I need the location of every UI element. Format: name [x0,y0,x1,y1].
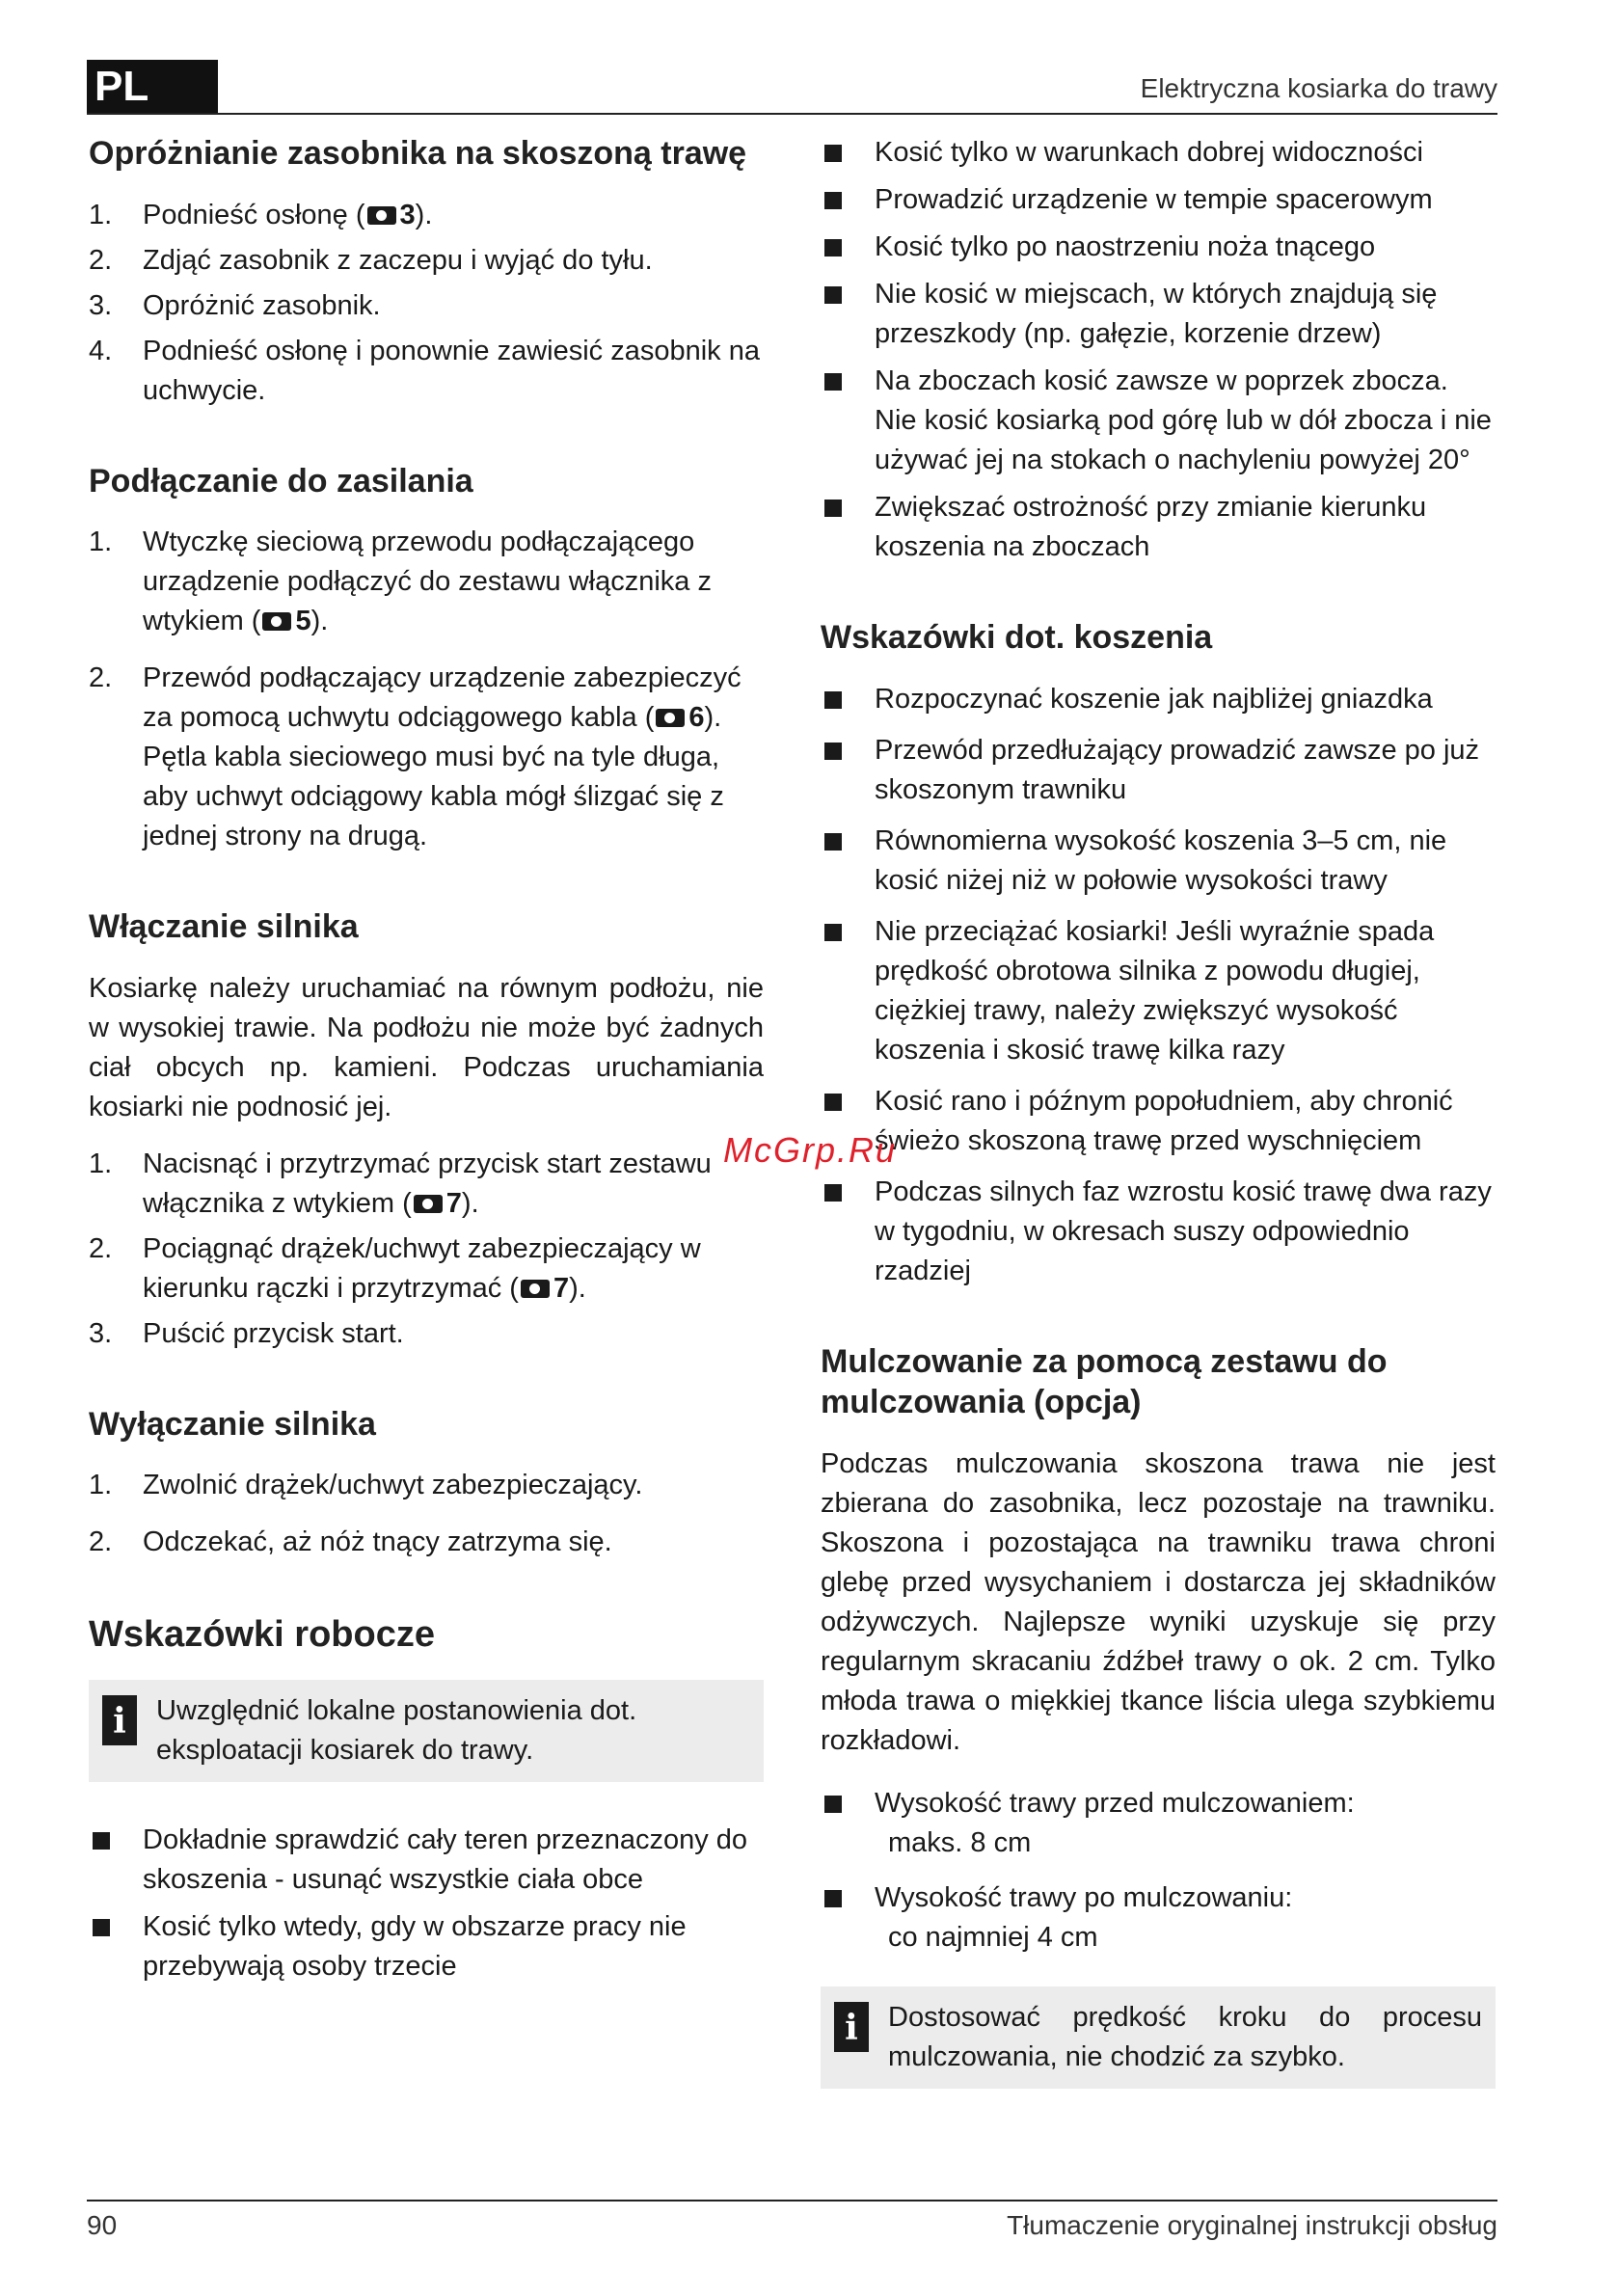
spec-value: maks. 8 cm [888,1826,1032,1858]
footer-title: Tłumaczenie oryginalnej instrukcji obsług [1007,2210,1497,2240]
spec-item [821,1784,1496,1863]
info-icon: i [834,2002,869,2052]
figure-ref: 3 [399,199,416,230]
mulching-specs [821,1784,1496,1958]
step-number: 2. [89,1232,113,1264]
step-text-after: ). [461,1187,479,1219]
step-number: 1. [89,199,113,230]
step-text: Zwolnić drążek/uchwyt zabezpieczający. [143,1470,643,1500]
camera-icon [367,206,396,225]
step-text: Przewód podłączający urządzenie zabezpieczyć za pomocą uchwytu odciągowego kabla ( [143,662,742,733]
right-column [821,133,1496,2139]
step-number: 3. [89,289,113,321]
step-item [89,1523,764,1562]
info-icon: i [102,1695,137,1745]
bullet-item: Kosić rano i późnym popołudniem, aby chronić świeżo skoszoną trawę przed wyschnięciem [821,1082,1496,1161]
working-bullets-left [89,1821,764,1986]
left-column [89,133,764,1994]
steps-start [89,1145,764,1354]
mulching-intro: Podczas mulczowania skoszona trawa nie jest zbierana do zasobnika, lecz pozostaje na trawniku. Skoszona i pozostająca na trawniku trawa chroni glebę przed wysychaniem i dostarcza jej składników odżywczych. Najlepsze wyniki uzyskuje się przy regularnym skracaniu źdźbeł trawy o ok. 2 cm. Tylko młoda trawa o miękkiej tkance liścia ulega szybkiemu rozkładowi. [821,1447,1496,1756]
camera-icon [521,1280,550,1298]
step-item [89,332,764,411]
step-number: 2. [89,662,113,693]
section-title-working: Wskazówki robocze [89,1614,435,1655]
watermark: McGrp.Ru [723,1130,898,1170]
section-mowing [821,617,1496,1291]
step-item [89,286,764,326]
steps-emptying [89,196,764,411]
step-item [89,659,764,856]
step-text: Opróżnić zasobnik. [143,289,381,321]
figure-ref: 7 [553,1272,570,1304]
language-badge: PL [87,60,218,114]
spec-item [821,1878,1496,1958]
bullet-item: Dokładnie sprawdzić cały teren przeznaczony do skoszenia - usunąć wszystkie ciała obce [89,1821,764,1900]
step-number: 2. [89,244,113,276]
camera-icon [656,709,685,727]
section-title-power: Podłączanie do zasilania [89,462,473,500]
step-item [89,1229,764,1309]
step-number: 2. [89,1526,113,1557]
bullet-item: Kosić tylko wtedy, gdy w obszarze pracy nie przebywają osoby trzecie [89,1907,764,1986]
step-text-after: ). [569,1272,586,1304]
header-title: Elektryczna kosiarka do trawy [1140,73,1497,103]
figure-ref: 7 [445,1187,462,1219]
step-number: 4. [89,335,113,366]
section-title-emptying: Opróżnianie zasobnika na skoszoną trawę [89,135,747,172]
working-bullets-right [821,133,1496,567]
steps-power [89,523,764,856]
step-number: 1. [89,1148,113,1179]
page-number: 90 [87,2210,118,2240]
step-number: 1. [89,527,113,557]
step-item [89,1466,764,1505]
step-item [89,1145,764,1224]
info-note-text: Dostosować prędkość kroku do procesu mulczowania, nie chodzić za szybko. [888,2001,1482,2072]
figure-ref: 5 [295,606,311,636]
spec-label: Wysokość trawy po mulczowaniu: [875,1881,1293,1913]
section-title-start: Włączanie silnika [89,908,359,945]
steps-stop [89,1466,764,1562]
section-power [89,461,764,857]
step-text: Puścić przycisk start. [143,1317,404,1349]
step-number: 3. [89,1317,113,1349]
bullet-item: Kosić tylko po naostrzeniu noża tnącego [821,228,1496,267]
section-working-continued [821,133,1496,567]
step-item [89,241,764,281]
bullet-item: Na zboczach kosić zawsze w poprzek zbocza. Nie kosić kosiarką pod górę lub w dół zbocza i nie używać jej na stokach o nachyleniu powyżej 20° [821,362,1496,480]
step-text-after: ). [704,702,722,733]
info-note [821,1986,1496,2089]
section-title-mowing: Wskazówki dot. koszenia [821,619,1213,656]
step-text: Odczekać, aż nóż tnący zatrzyma się. [143,1526,612,1557]
bullet-item: Kosić tylko w warunkach dobrej widoczności [821,133,1496,173]
step-item [89,523,764,641]
bullet-item: Nie przeciążać kosiarki! Jeśli wyraźnie spada prędkość obrotowa silnika z powodu długiej, ciężkiej trawy, należy zwiększyć wysokość koszenia i skosić trawę kilka razy [821,912,1496,1070]
info-note-text: Uwzględnić lokalne postanowienia dot. eksploatacji kosiarek do trawy. [156,1694,637,1766]
bullet-item: Nie kosić w miejscach, w których znajdują się przeszkody (np. gałęzie, korzenie drzew) [821,275,1496,354]
spec-value: co najmniej 4 cm [888,1921,1098,1953]
step-item [89,196,764,235]
footer-rule [87,2200,1497,2201]
step-text: Podnieść osłonę ( [143,199,365,230]
step-text-after: ). [310,606,329,636]
bullet-item: Równomierna wysokość koszenia 3–5 cm, nie kosić niżej niż w połowie wysokości trawy [821,822,1496,901]
bullet-item: Rozpoczynać koszenie jak najbliżej gniazdka [821,680,1496,719]
bullet-item: Prowadzić urządzenie w tempie spacerowym [821,180,1496,220]
section-start [89,906,764,1354]
mowing-bullets [821,680,1496,1291]
step-text: Zdjąć zasobnik z zaczepu i wyjąć do tyłu. [143,244,653,276]
step-number: 1. [89,1470,113,1500]
step-text: Podnieść osłonę i ponownie zawiesić zasobnik na uchwycie. [143,335,760,406]
step-extra-text: Pętla kabla sieciowego musi być na tyle długa, aby uchwyt odciągowy kabla mógł ślizgać się z jednej strony na drugą. [143,742,724,851]
info-note [89,1680,764,1782]
section-mulching [821,1341,1496,2089]
camera-icon [262,612,291,631]
step-text-after: ). [415,199,433,230]
section-title-stop: Wyłączanie silnika [89,1405,376,1443]
section-emptying [89,133,764,411]
step-item [89,1314,764,1354]
camera-icon [414,1195,443,1213]
section-working [89,1612,764,1986]
figure-ref: 6 [688,702,705,733]
bullet-item: Zwiększać ostrożność przy zmianie kierunku koszenia na zboczach [821,488,1496,567]
spec-label: Wysokość trawy przed mulczowaniem: [875,1787,1355,1819]
section-stop [89,1404,764,1563]
header-rule [87,113,1497,115]
step-text: Wtyczkę sieciową przewodu podłączającego urządzenie podłączyć do zestawu włącznika z wtykiem ( [143,527,712,636]
section-title-mulching: Mulczowanie za pomocą zestawu do mulczowania (opcja) [821,1342,1388,1420]
bullet-item: Podczas silnych faz wzrostu kosić trawę dwa razy w tygodniu, w okresach suszy odpowiednio rzadziej [821,1173,1496,1291]
start-intro: Kosiarkę należy uruchamiać na równym podłożu, nie w wysokiej trawie. Na podłożu nie może być żadnych ciał obcych np. kamieni. Podczas uruchamiania kosiarki nie podnosić jej. [89,972,764,1122]
step-text: Pociągnąć drążek/uchwyt zabezpieczający w kierunku rączki i przytrzymać ( [143,1232,701,1304]
step-text: Nacisnąć i przytrzymać przycisk start zestawu włącznika z wtykiem ( [143,1148,712,1219]
bullet-item: Przewód przedłużający prowadzić zawsze po już skoszonym trawniku [821,731,1496,810]
